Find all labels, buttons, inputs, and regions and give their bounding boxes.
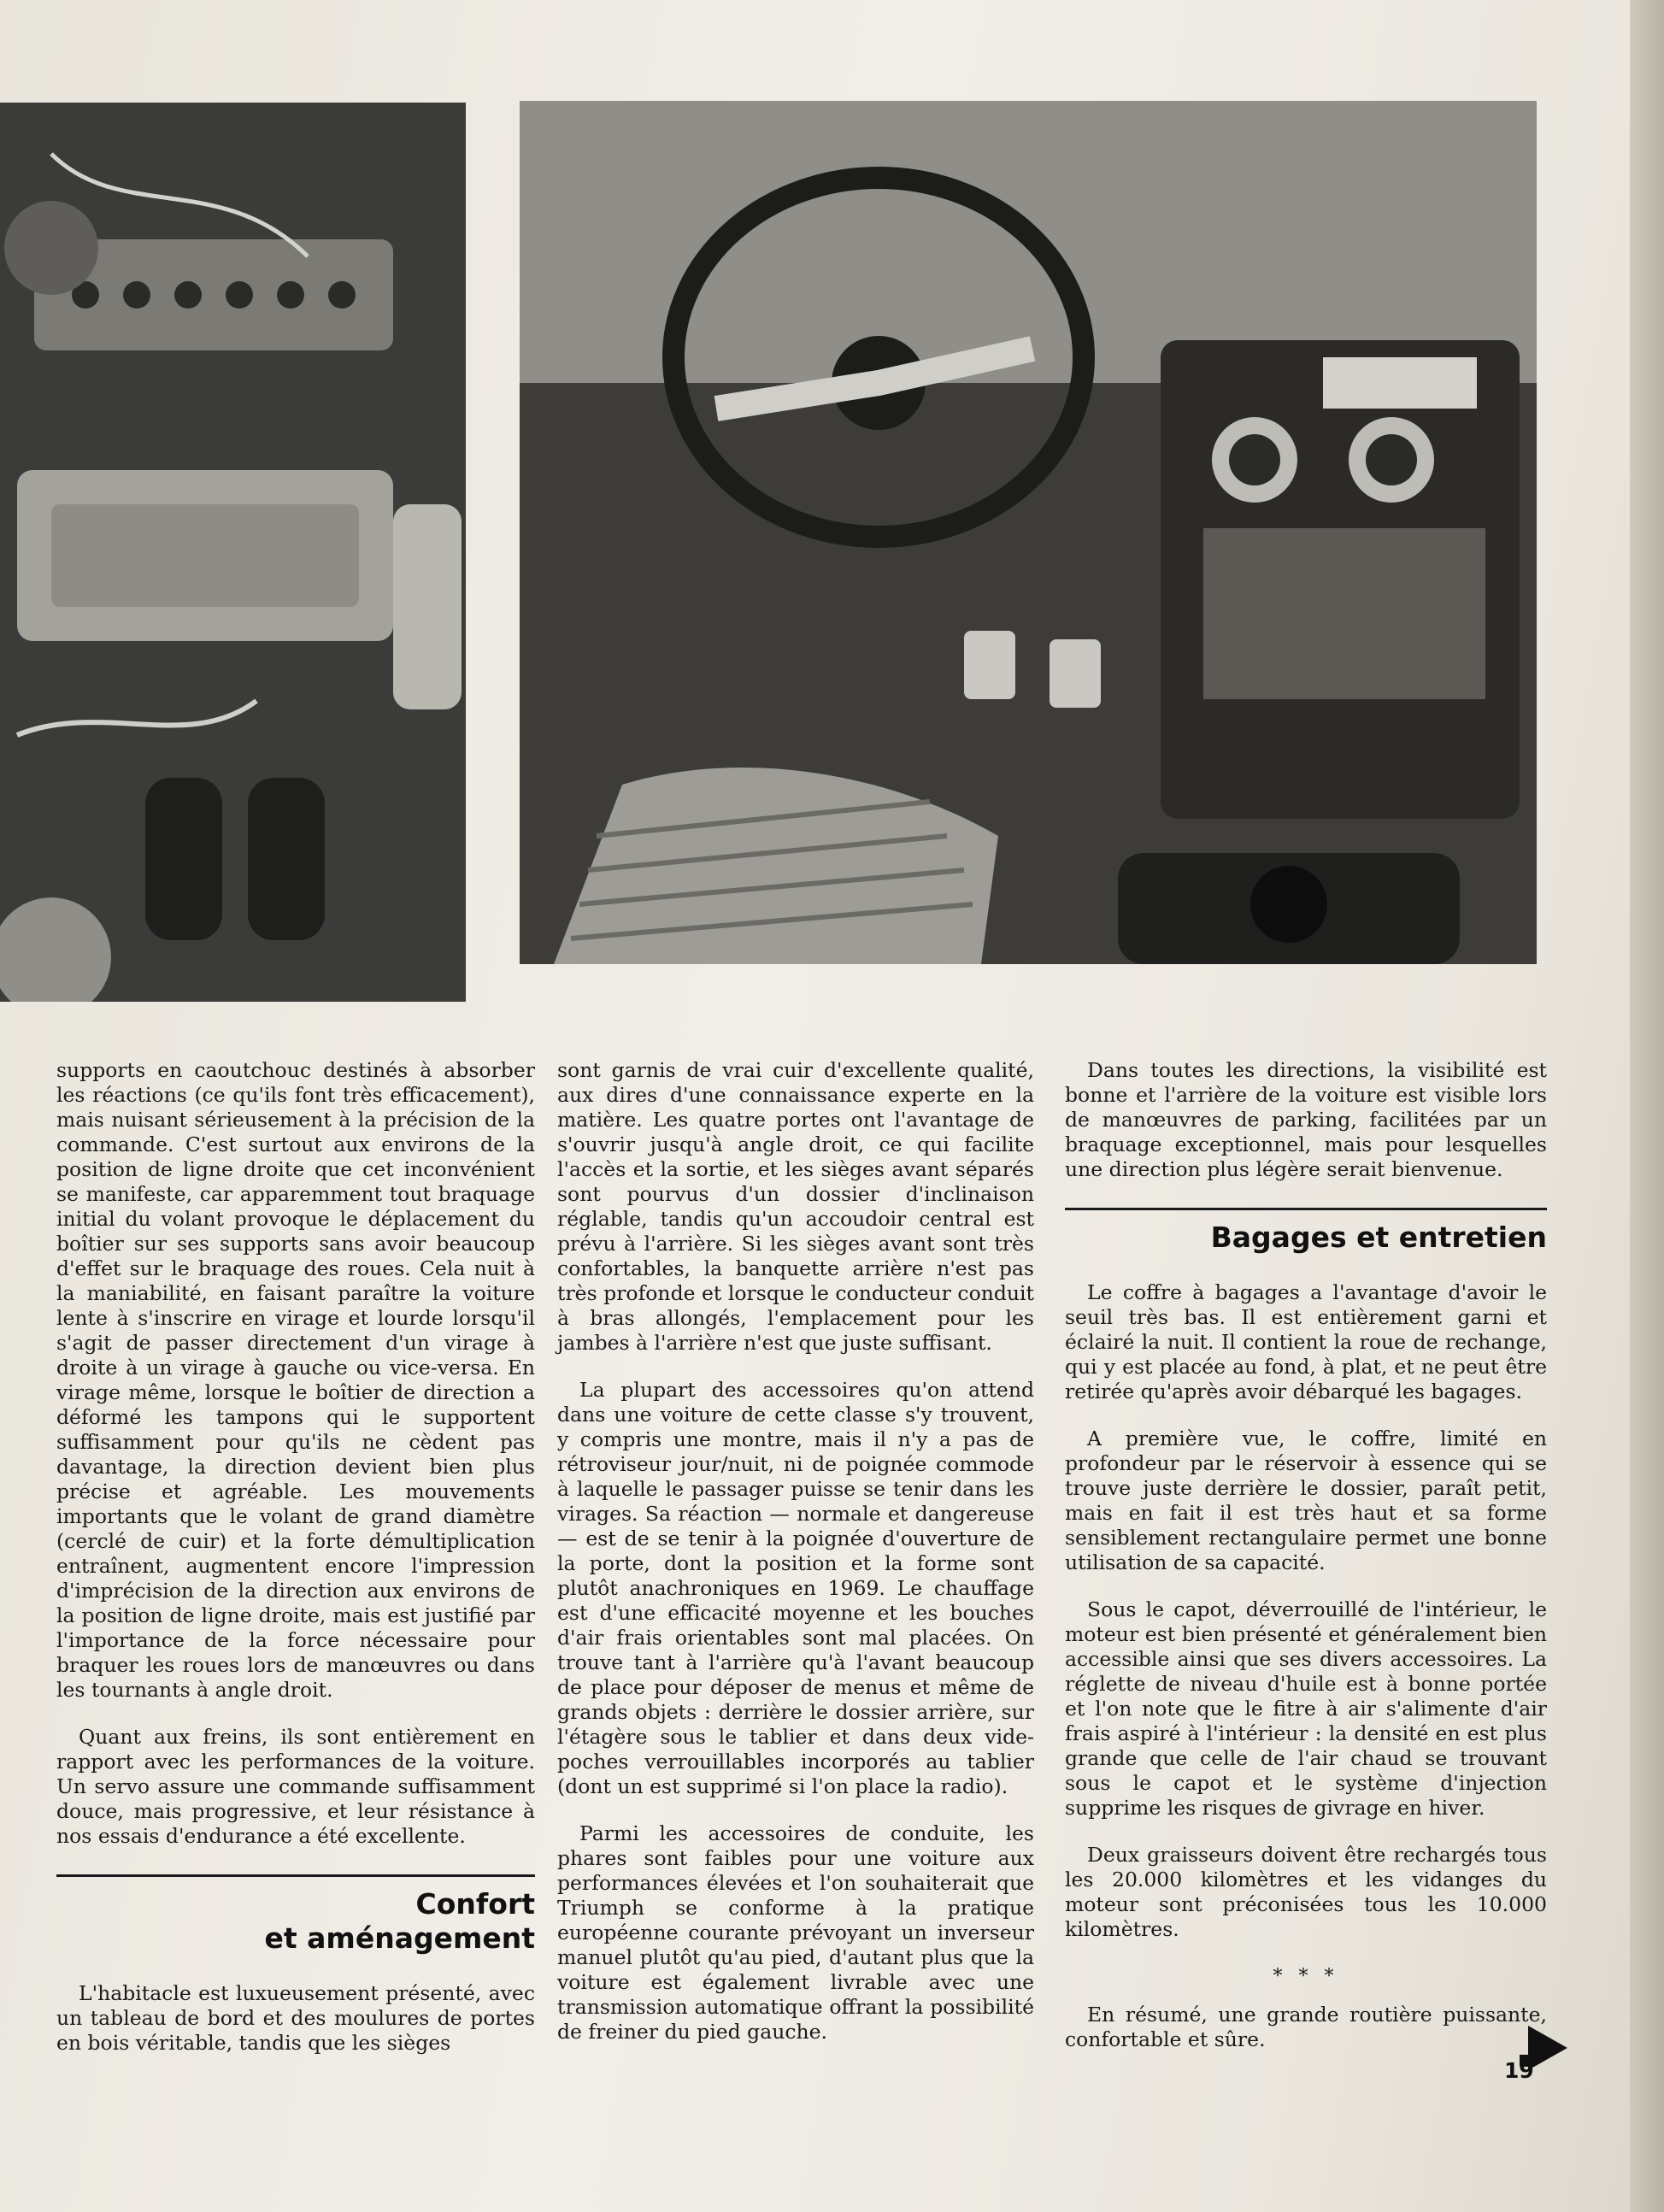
heading-line-2: et aménagement bbox=[264, 1921, 535, 1955]
col3-paragraph-1: Le coffre à bagages a l'avantage d'avoir le seuil très bas. Il est entièrement garni et éclairé la nuit. Il contient la roue de rechange, qui y est placée au fond, à plat, et ne peut être retirée qu'après avoir débarqué les bagages. bbox=[1065, 1280, 1547, 1403]
interior-photo bbox=[520, 101, 1537, 964]
end-arrow-icon bbox=[1528, 2026, 1567, 2070]
column-3 bbox=[1065, 1058, 1547, 2074]
engine-photo bbox=[0, 103, 466, 1002]
section-heading-bagages: Bagages et entretien bbox=[1210, 1221, 1547, 1254]
section-rule-2 bbox=[1065, 1208, 1547, 1210]
col2-paragraph-2: La plupart des accessoires qu'on attend dans une voiture de cette classe s'y trouvent, y compris une montre, mais il n'y a pas de rétroviseur jour/nuit, ni de poignée commode à laquelle le passager puisse se tenir dans les virages. Sa réaction — normale et dangereuse — est de se tenir à la poignée d'ouverture de la porte, dont la position et la forme sont plutôt anachroniques en 1969. Le chauffage est d'une efficacité moyenne et les bouches d'air frais orientables sont mal placées. On trouve tant à l'arrière qu'à l'avant beaucoup de place pour déposer de menus et même de grands objets : derrière le dossier arrière, sur l'étagère sous le tablier et dans deux vide-poches verrouillables incorporés au tablier (dont un est supprimé si l'on place la radio). bbox=[557, 1378, 1034, 1798]
col1-paragraph-2: Quant aux freins, ils sont entièrement en rapport avec les performances de la voiture. Un servo assure une commande suffisamment douce, mais progressive, et leur résistance à nos essais d'endurance a été excellente. bbox=[56, 1725, 535, 1848]
col1-paragraph-1: supports en caoutchouc destinés à absorber les réactions (ce qu'ils font très efficacement), mais nuisant sérieusement à la précision de la commande. C'est surtout aux environs de la position de ligne droite que cet inconvénient se manifeste, car apparemment tout braquage initial du volant provoque le déplacement du boîtier sur ses supports sans avoir beaucoup d'effet sur le braquage des roues. Cela nuit à la maniabilité, en faisant paraître la voiture lente à s'inscrire en virage et lourde lorsqu'il s'agit de passer directement d'un virage à droite à un virage à gauche ou vice-versa. En virage même, lorsque le boîtier de direction a déformé les tampons qui le supportent suffisamment pour qu'ils ne cèdent pas davantage, la direction devient bien plus précise et agréable. Les mouvements importants que le volant de grand diamètre (cerclé de cuir) et la forte démultiplication entraînent, augmentent encore l'impression d'imprécision de la direction aux environs de la position de ligne droite, mais est justifié par l'importance de la force nécessaire pour braquer les roues lors de manœuvres ou dans les tournants à angle droit. bbox=[56, 1058, 535, 1702]
col1-paragraph-3: L'habitacle est luxueusement présenté, avec un tableau de bord et des moulures de portes en bois véritable, tandis que les sièges bbox=[56, 1981, 535, 2055]
page-edge bbox=[1630, 0, 1664, 2212]
col3-paragraph-2: A première vue, le coffre, limité en profondeur par le réservoir à essence qui se trouve juste derrière le dossier, paraît petit, mais en fait il est très haut et sa forme sensiblement rectangulaire permet une bonne utilisation de sa capacité. bbox=[1065, 1427, 1547, 1574]
column-1 bbox=[56, 1058, 535, 2078]
section-rule bbox=[56, 1874, 535, 1877]
col3-conclusion: En résumé, une grande routière puissante, confortable et sûre. bbox=[1065, 2003, 1547, 2051]
column-2 bbox=[557, 1058, 1034, 2067]
col2-paragraph-1: sont garnis de vrai cuir d'excellente qualité, aux dires d'une connaissance experte en la matière. Les quatre portes ont l'avantage de s'ouvrir jusqu'à angle droit, ce qui facilite l'accès et la sortie, et les sièges avant séparés sont pourvus d'un dossier d'inclinaison réglable, tandis qu'un accoudoir central est prévu à l'arrière. Si les sièges avant sont très confortables, la banquette arrière n'est pas très profonde et lorsque le conducteur conduit à bras allongés, l'emplacement pour les jambes à l'arrière n'est que juste suffisant. bbox=[557, 1058, 1034, 1355]
heading-line-1: Confort bbox=[415, 1887, 535, 1921]
section-stars: * * * bbox=[1273, 1966, 1339, 1987]
col3-paragraph-3: Sous le capot, déverrouillé de l'intérieur, le moteur est bien présenté et généralement bien accessible ainsi que ses divers accessoires. La réglette de niveau d'huile est à bonne portée et l'on note que le fitre à air s'alimente d'air frais aspiré à l'intérieur : la densité en est plus grande que celle de l'air chaud se trouvant sous le capot et le système d'injection supprime les risques de givrage en hiver. bbox=[1065, 1597, 1547, 1820]
col3-paragraph-4: Deux graisseurs doivent être rechargés tous les 20.000 kilomètres et les vidanges du moteur sont préconisées tous les 10.000 kilomètres. bbox=[1065, 1843, 1547, 1941]
page-number: 19 bbox=[1504, 2058, 1534, 2083]
section-heading-confort bbox=[56, 1887, 535, 1956]
engine-photo-illustration bbox=[0, 103, 466, 1002]
col2-paragraph-3: Parmi les accessoires de conduite, les phares sont faibles pour une voiture aux performances élevées et l'on souhaiterait que Triumph se conforme à la pratique européenne courante prévoyant un inverseur manuel plutôt qu'au pied, d'autant plus que la voiture est également livrable avec une transmission automatique offrant la possibilité de freiner du pied gauche. bbox=[557, 1821, 1034, 2044]
interior-photo-illustration bbox=[520, 101, 1537, 964]
col3-intro: Dans toutes les directions, la visibilité est bonne et l'arrière de la voiture est visible lors de manœuvres de parking, facilitées par un braquage exceptionnel, mais pour lesquelles une direction plus légère serait bienvenue. bbox=[1065, 1058, 1547, 1181]
